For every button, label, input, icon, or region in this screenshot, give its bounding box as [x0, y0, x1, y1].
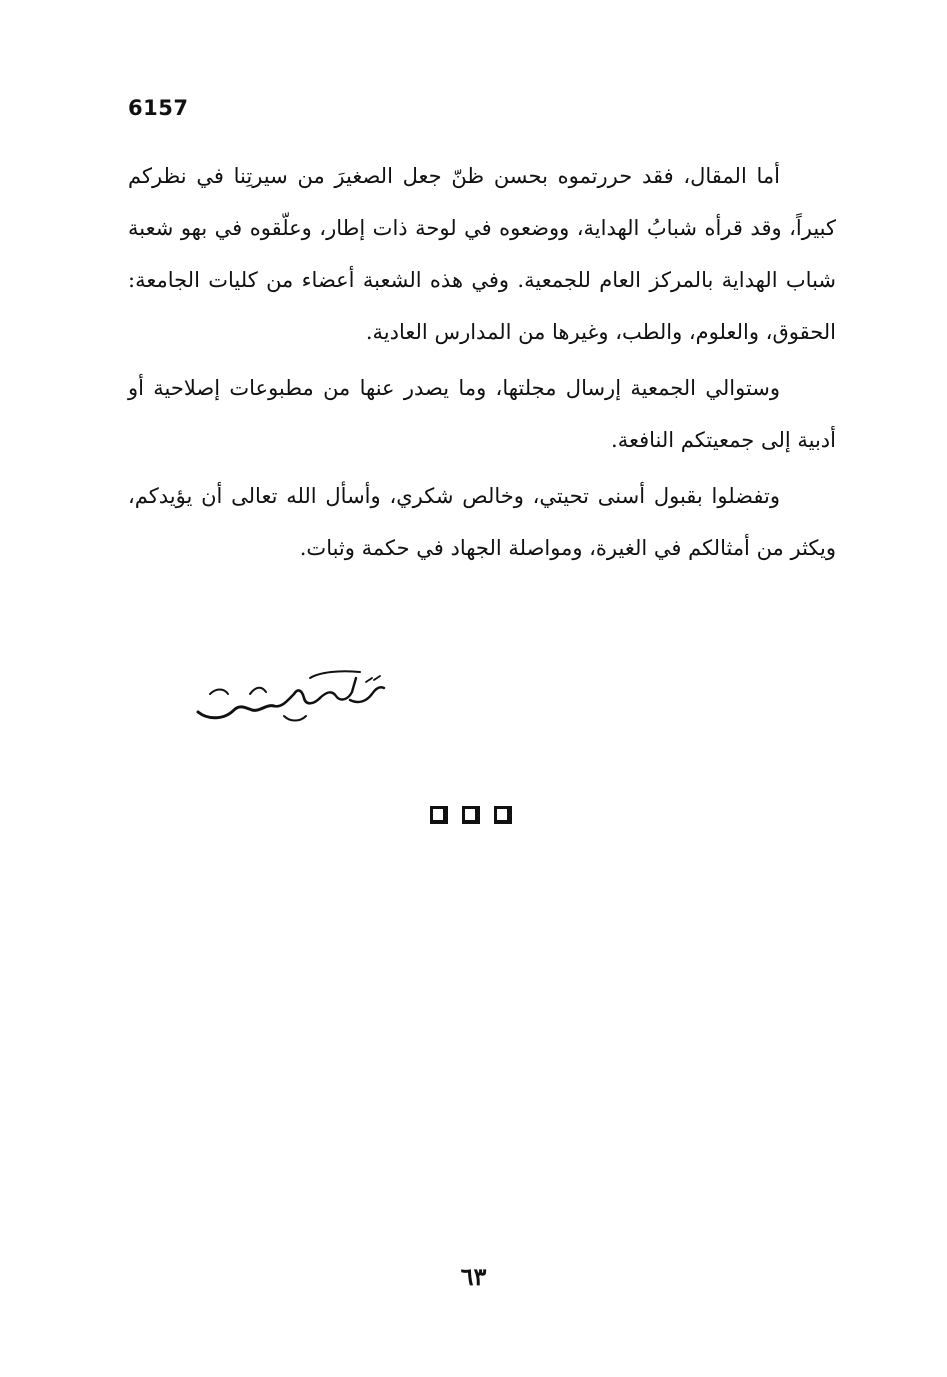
paragraph: أما المقال، فقد حررتموه بحسن ظنّ جعل الصغيرَ من سيرتِنا في نظركم كبيراً، وقد قرأه شبابُ الهداية، ووضعوه في لوحة ذات إطار، وعلّقوه في بهو شعبة شباب الهداية بالمركز العام للجمعية. وفي هذه الشعبة أعضاء من كليات الجامعة: الحقوق، والعلوم، والطب، وغيرها من المدارس العادية.: [128, 164, 836, 344]
handwritten-signature: [190, 664, 390, 728]
page-number: ٦٣: [460, 1262, 487, 1291]
square-ornament-icon: [494, 806, 512, 824]
letter-body: [128, 150, 836, 578]
square-ornament-icon: [462, 806, 480, 824]
paragraph: وستوالي الجمعية إرسال مجلتها، وما يصدر عنها من مطبوعات إصلاحية أو أدبية إلى جمعيتكم النافعة.: [128, 376, 836, 452]
square-ornament-icon: [430, 806, 448, 824]
section-separator: [430, 806, 512, 824]
document-id: 6157: [128, 96, 189, 120]
paragraph: وتفضلوا بقبول أسنى تحيتي، وخالص شكري، وأسأل الله تعالى أن يؤيدكم، ويكثر من أمثالكم في الغيرة، ومواصلة الجهاد في حكمة وثبات.: [128, 484, 836, 560]
